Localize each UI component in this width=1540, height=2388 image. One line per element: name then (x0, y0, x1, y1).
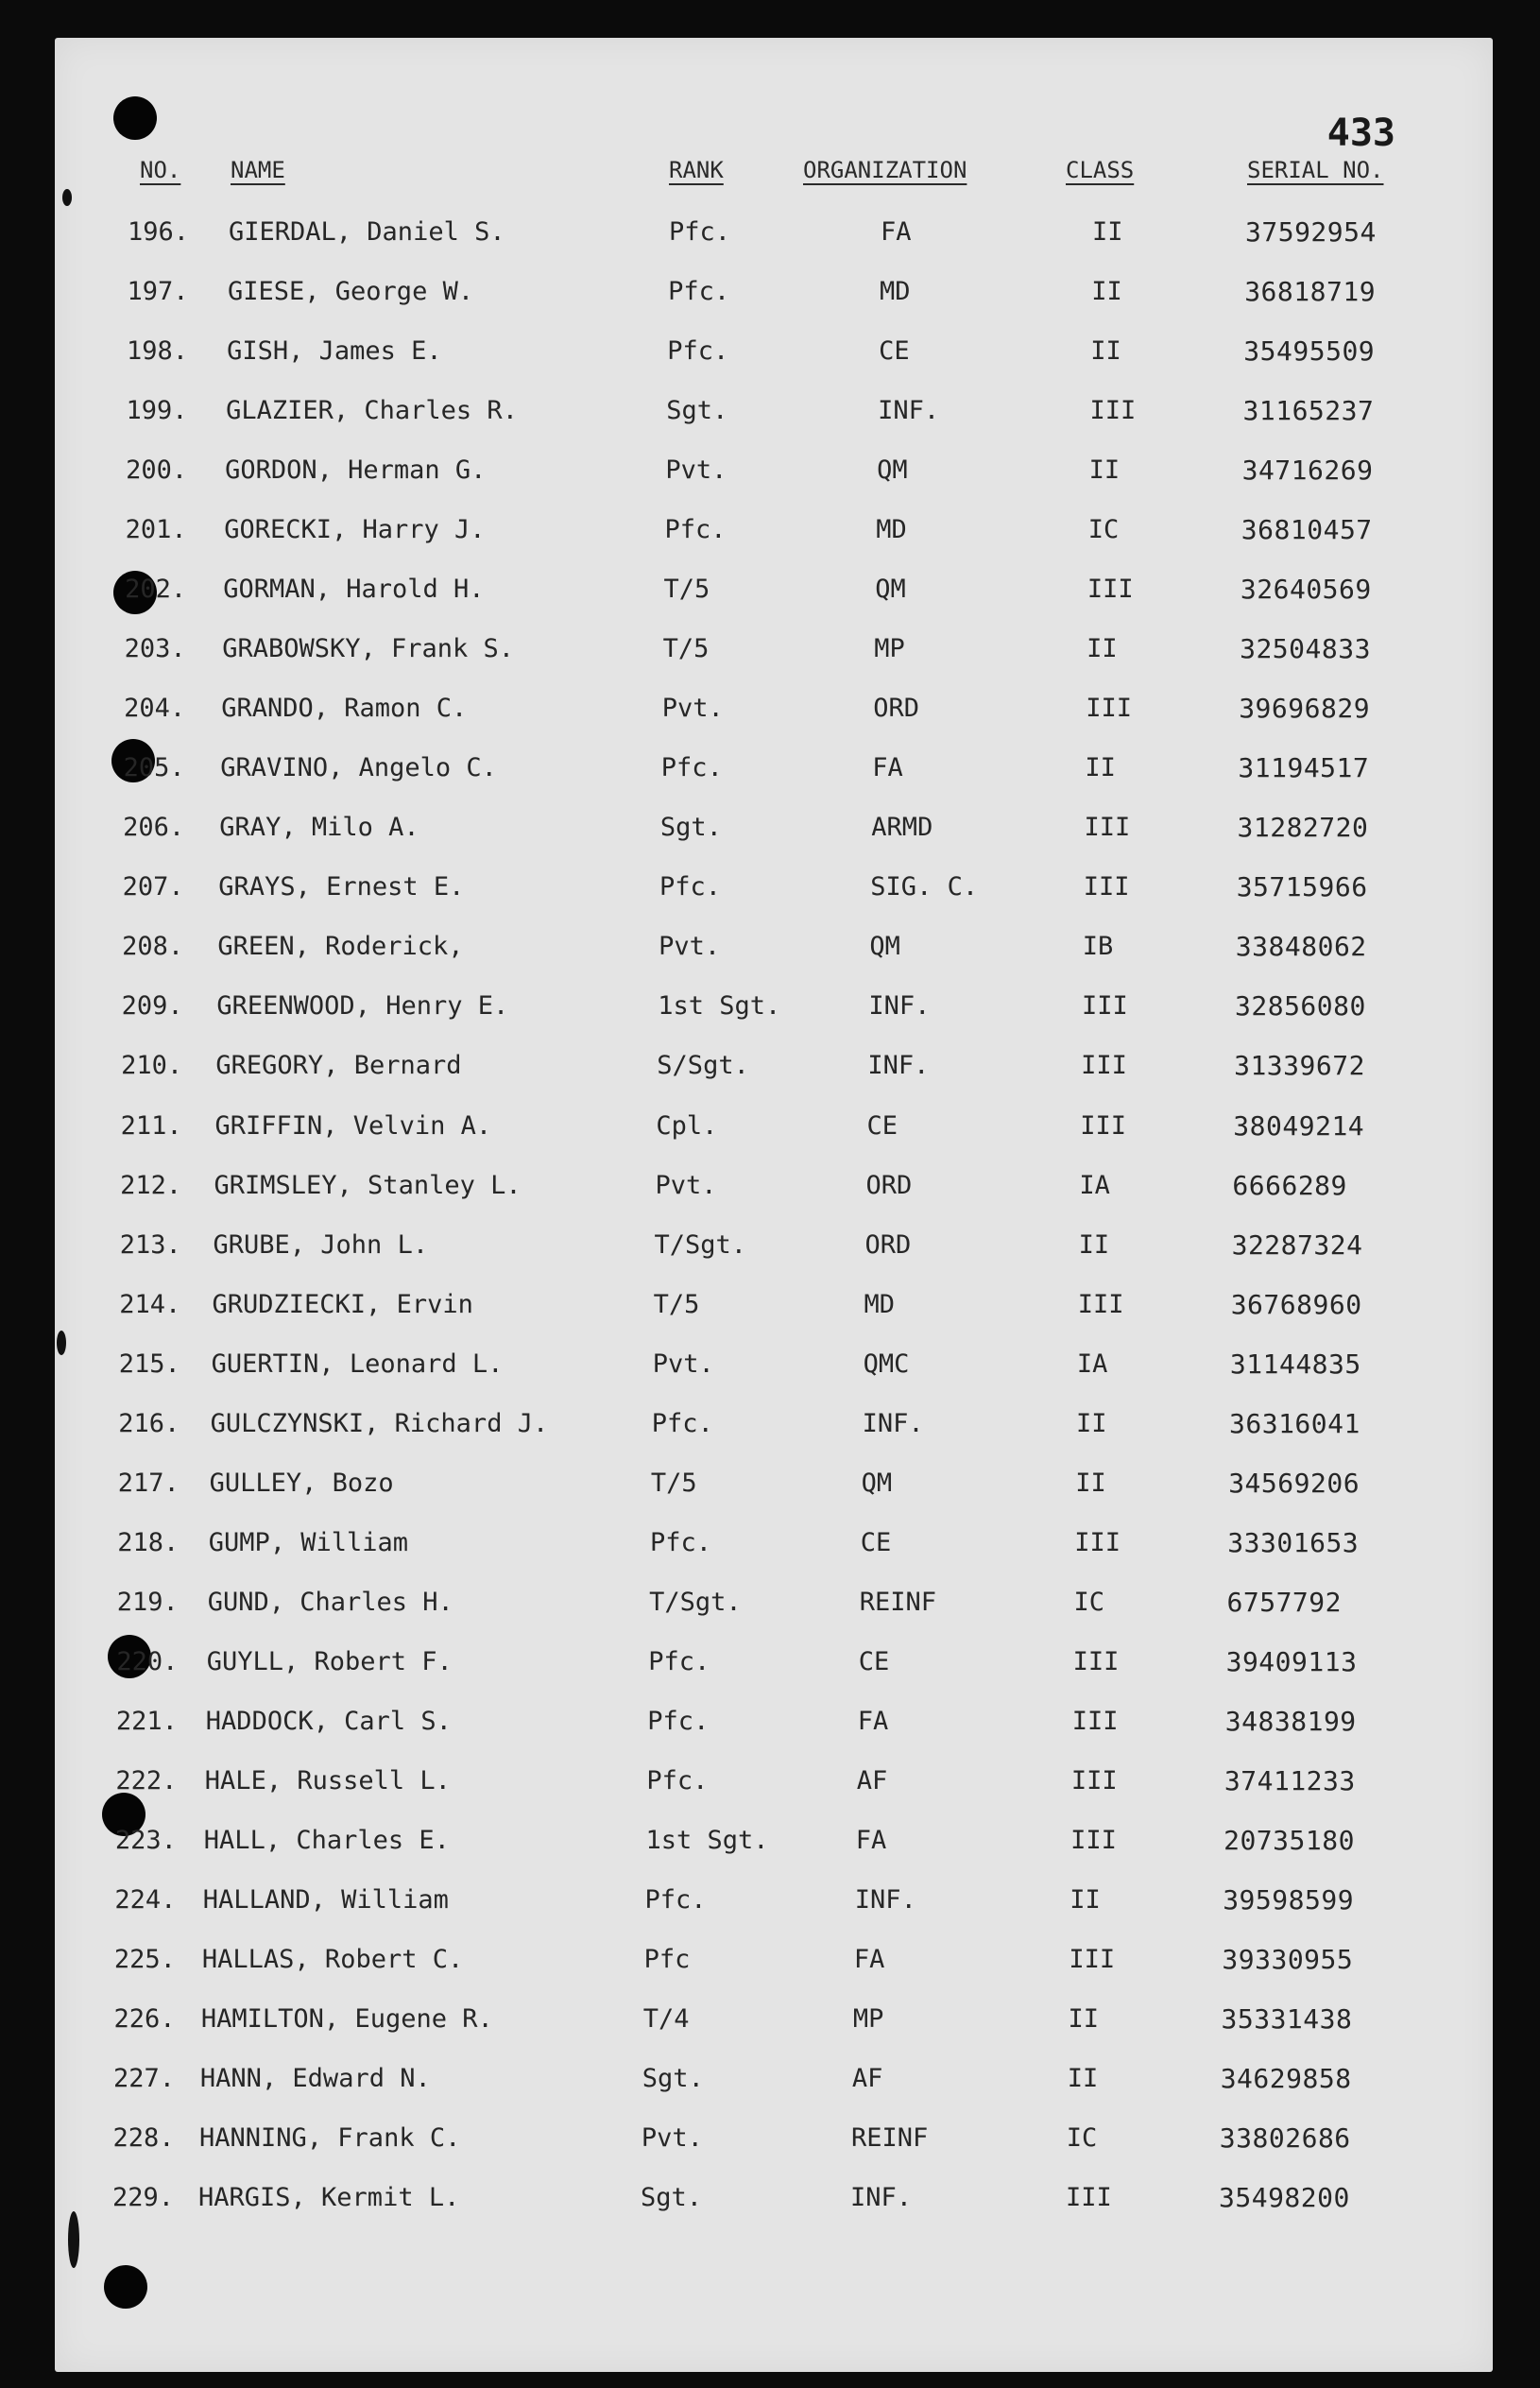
row-organization: INF. (850, 2183, 913, 2212)
row-name: HALL, Charles E. (203, 1825, 450, 1855)
table-row (0, 392, 1540, 430)
row-organization: INF. (878, 396, 940, 426)
row-class: IC (1066, 2123, 1098, 2153)
table-row (0, 1465, 1540, 1503)
table-row (0, 1703, 1540, 1741)
row-number: 222. (115, 1765, 178, 1795)
punch-hole (113, 96, 157, 140)
row-rank: Sgt. (666, 396, 728, 426)
row-class: III (1087, 575, 1134, 605)
row-serial: 36818719 (1244, 276, 1377, 307)
row-organization: REINF (859, 1587, 936, 1617)
row-name: HADDOCK, Carl S. (205, 1706, 452, 1736)
row-serial: 36768960 (1230, 1288, 1362, 1320)
row-serial: 39330955 (1222, 1943, 1354, 1975)
row-number: 229. (111, 2183, 174, 2212)
row-number: 204. (124, 694, 186, 724)
row-class: II (1090, 336, 1121, 367)
row-class: III (1070, 1825, 1117, 1855)
row-name: GRUDZIECKI, Ervin (212, 1289, 473, 1319)
row-rank: Pfc. (664, 515, 727, 545)
row-organization: CE (879, 336, 910, 367)
row-number: 202. (125, 575, 187, 605)
row-class: II (1087, 634, 1118, 664)
row-number: 209. (121, 991, 183, 1022)
row-class: III (1070, 1765, 1118, 1795)
row-organization: ORD (864, 1229, 912, 1260)
row-number: 208. (122, 932, 184, 962)
row-class: II (1092, 217, 1123, 247)
row-rank: T/Sgt. (654, 1229, 747, 1260)
table-row (0, 1941, 1540, 1979)
scan-speck (68, 2211, 79, 2268)
row-serial: 33848062 (1235, 931, 1367, 963)
row-organization: FA (881, 217, 912, 247)
row-class: III (1074, 1527, 1121, 1557)
table-row (0, 749, 1540, 787)
row-rank: T/5 (662, 634, 710, 664)
row-name: HALLAND, William (202, 1884, 449, 1915)
row-number: 199. (126, 396, 188, 426)
table-row (0, 1227, 1540, 1264)
row-class: II (1076, 1408, 1107, 1438)
table-row (0, 273, 1540, 311)
row-rank: T/4 (642, 2003, 690, 2034)
row-number: 216. (118, 1408, 180, 1438)
row-rank: Sgt. (659, 813, 722, 843)
row-number: 227. (112, 2063, 175, 2093)
row-organization: QM (861, 1468, 893, 1498)
row-name: GRANDO, Ramon C. (221, 694, 468, 724)
row-serial: 31144835 (1229, 1348, 1361, 1380)
row-class: II (1075, 1468, 1106, 1498)
row-name: GRAYS, Ernest E. (218, 872, 465, 902)
row-organization: QM (875, 575, 906, 605)
row-class: III (1082, 991, 1128, 1022)
row-class: III (1081, 1051, 1127, 1081)
row-rank: S/Sgt. (657, 1051, 749, 1081)
row-class: III (1072, 1646, 1120, 1676)
table-row (0, 1286, 1540, 1324)
row-name: GRIFFIN, Velvin A. (214, 1110, 492, 1141)
row-rank: Pfc (643, 1944, 691, 1974)
row-number: 207. (122, 872, 184, 902)
row-rank: T/5 (653, 1289, 700, 1319)
table-row (0, 511, 1540, 549)
row-number: 198. (126, 336, 188, 367)
header-serial: SERIAL NO. (1247, 157, 1384, 183)
row-number: 223. (114, 1825, 177, 1855)
scan-speck (62, 189, 72, 206)
row-serial: 31194517 (1238, 752, 1370, 784)
row-organization: ARMD (871, 813, 933, 843)
row-class: II (1088, 455, 1121, 486)
row-serial: 34569206 (1228, 1467, 1360, 1499)
row-class: IC (1073, 1587, 1105, 1617)
row-name: GISH, James E. (227, 336, 442, 367)
row-serial: 6666289 (1232, 1169, 1347, 1201)
row-serial: 38049214 (1233, 1109, 1365, 1142)
row-serial: 36810457 (1241, 514, 1373, 546)
row-rank: Pfc. (644, 1884, 707, 1915)
row-rank: Pfc. (667, 336, 729, 367)
row-number: 225. (113, 1944, 176, 1974)
row-class: II (1068, 2003, 1100, 2034)
row-rank: Cpl. (656, 1110, 718, 1141)
table-row (0, 928, 1540, 966)
row-organization: MD (864, 1289, 896, 1319)
table-row (0, 690, 1540, 728)
row-name: HANN, Edward N. (199, 2063, 431, 2093)
row-rank: 1st Sgt. (645, 1825, 769, 1855)
row-organization: MP (852, 2003, 884, 2034)
row-class: II (1067, 2063, 1099, 2093)
row-name: GIESE, George W. (228, 277, 474, 306)
table-row (0, 2001, 1540, 2038)
header-rank: RANK (669, 157, 724, 183)
table-row (0, 988, 1540, 1025)
row-number: 217. (117, 1468, 180, 1498)
table-row (0, 2060, 1540, 2098)
row-number: 220. (116, 1646, 179, 1676)
table-row (0, 1584, 1540, 1622)
row-serial: 34629858 (1220, 2062, 1352, 2094)
row-serial: 31339672 (1234, 1050, 1365, 1082)
row-serial: 39409113 (1225, 1645, 1358, 1677)
row-serial: 33802686 (1219, 2122, 1351, 2154)
row-organization: ORD (873, 694, 919, 724)
row-rank: Pfc. (650, 1527, 712, 1557)
row-rank: Pfc. (648, 1646, 710, 1676)
row-name: HALLAS, Robert C. (201, 1944, 464, 1974)
row-name: GLAZIER, Charles R. (226, 396, 518, 426)
header-organization: ORGANIZATION (803, 157, 967, 183)
row-organization: FA (857, 1706, 889, 1736)
row-rank: Sgt. (642, 2063, 704, 2093)
row-organization: CE (866, 1110, 898, 1141)
row-serial: 37411233 (1223, 1764, 1356, 1796)
table-row (0, 1047, 1540, 1085)
row-number: 196. (127, 217, 189, 247)
row-class: III (1089, 396, 1137, 426)
row-organization: CE (858, 1646, 890, 1676)
table-row (0, 452, 1540, 490)
table-row (0, 214, 1540, 251)
row-number: 218. (117, 1527, 180, 1557)
row-serial: 36316041 (1229, 1407, 1360, 1439)
row-serial: 31165237 (1242, 395, 1375, 427)
row-serial: 32287324 (1231, 1228, 1363, 1261)
table-row (0, 571, 1540, 609)
row-name: GUND, Charles H. (207, 1587, 453, 1617)
row-serial: 35331438 (1221, 2002, 1353, 2035)
table-row (0, 2120, 1540, 2157)
row-serial: 32856080 (1235, 990, 1366, 1022)
row-name: GORECKI, Harry J. (224, 515, 486, 545)
table-row (0, 1822, 1540, 1860)
row-number: 205. (123, 753, 185, 783)
row-name: HANNING, Frank C. (199, 2123, 461, 2153)
row-organization: REINF (851, 2123, 929, 2153)
row-name: GULCZYNSKI, Richard J. (210, 1408, 549, 1438)
row-class: III (1083, 872, 1130, 902)
table-row (0, 1643, 1540, 1681)
page-number: 433 (1326, 112, 1395, 155)
row-organization: QMC (863, 1349, 910, 1379)
row-serial: 34838199 (1224, 1705, 1357, 1737)
row-serial: 37592954 (1245, 216, 1377, 248)
row-rank: Pfc. (647, 1706, 710, 1736)
row-organization: ORD (865, 1170, 913, 1200)
row-rank: Pfc. (660, 753, 723, 783)
table-row (0, 868, 1540, 906)
row-number: 214. (119, 1289, 181, 1319)
row-name: GIERDAL, Daniel S. (229, 217, 505, 247)
row-class: II (1069, 1884, 1101, 1915)
row-class: III (1080, 1110, 1127, 1141)
row-name: GRAY, Milo A. (219, 813, 419, 843)
row-name: GRAVINO, Angelo C. (220, 753, 497, 783)
row-class: III (1077, 1289, 1124, 1319)
row-rank: T/Sgt. (649, 1587, 742, 1617)
row-name: GREEN, Roderick, (217, 932, 464, 962)
row-serial: 31282720 (1237, 812, 1369, 844)
row-class: IA (1079, 1170, 1110, 1200)
table-row (0, 630, 1540, 668)
row-organization: MD (876, 515, 907, 545)
row-number: 200. (126, 455, 188, 486)
row-rank: Pvt. (661, 694, 724, 724)
row-organization: FA (853, 1944, 885, 1974)
row-organization: FA (855, 1825, 887, 1855)
row-class: III (1086, 694, 1132, 724)
row-name: HAMILTON, Eugene R. (200, 2003, 493, 2034)
row-number: 224. (114, 1884, 177, 1915)
row-organization: FA (872, 753, 903, 783)
row-rank: T/5 (663, 575, 710, 605)
row-name: GUYLL, Robert F. (206, 1646, 453, 1676)
row-number: 215. (118, 1349, 180, 1379)
row-class: III (1071, 1706, 1119, 1736)
row-rank: Pfc. (646, 1765, 709, 1795)
row-number: 206. (123, 813, 185, 843)
row-class: III (1084, 813, 1131, 843)
row-class: III (1066, 2183, 1112, 2212)
row-rank: Pfc. (669, 217, 731, 247)
row-number: 221. (115, 1706, 178, 1736)
table-row (0, 1346, 1540, 1383)
row-organization: INF. (868, 991, 931, 1022)
row-serial: 35498200 (1219, 2182, 1350, 2213)
row-number: 197. (127, 277, 189, 306)
row-organization: CE (860, 1527, 892, 1557)
row-name: GRABOWSKY, Frank S. (222, 634, 515, 664)
row-number: 203. (124, 634, 186, 664)
row-number: 226. (113, 2003, 176, 2034)
row-rank: Sgt. (641, 2183, 703, 2212)
row-organization: INF. (854, 1884, 916, 1915)
row-organization: SIG. C. (870, 872, 979, 902)
table-row (0, 1524, 1540, 1562)
row-number: 213. (119, 1229, 181, 1260)
table-row (0, 1167, 1540, 1205)
row-organization: MD (880, 277, 911, 306)
row-organization: MP (874, 634, 905, 664)
row-name: HALE, Russell L. (204, 1765, 451, 1795)
row-organization: INF. (862, 1408, 924, 1438)
row-rank: Pfc. (651, 1408, 713, 1438)
row-number: 211. (120, 1110, 182, 1141)
row-rank: Pvt. (652, 1349, 714, 1379)
row-class: II (1085, 753, 1116, 783)
row-serial: 33301653 (1227, 1526, 1360, 1558)
row-serial: 20735180 (1223, 1824, 1355, 1856)
row-organization: INF. (867, 1051, 930, 1081)
row-organization: QM (877, 455, 908, 486)
row-serial: 35715966 (1236, 871, 1368, 903)
row-rank: Pfc. (659, 872, 722, 902)
row-name: GULLEY, Bozo (209, 1468, 394, 1498)
header-name: NAME (231, 157, 285, 183)
punch-hole (104, 2265, 147, 2309)
row-number: 212. (120, 1170, 182, 1200)
row-class: II (1091, 277, 1122, 306)
row-serial: 39598599 (1223, 1883, 1355, 1916)
row-class: IC (1087, 515, 1120, 545)
table-row (0, 1108, 1540, 1145)
row-name: GRUBE, John L. (213, 1229, 429, 1260)
row-organization: AF (856, 1765, 888, 1795)
row-serial: 6757792 (1226, 1586, 1343, 1618)
row-serial: 32504833 (1240, 633, 1371, 665)
row-serial: 39696829 (1239, 693, 1371, 725)
row-class: IA (1076, 1349, 1108, 1379)
row-rank: Pvt. (641, 2123, 703, 2153)
table-row (0, 1881, 1540, 1919)
table-row (0, 2179, 1540, 2217)
table-row (0, 1405, 1540, 1443)
table-row (0, 1762, 1540, 1800)
row-name: GUERTIN, Leonard L. (211, 1349, 504, 1379)
row-serial: 34716269 (1241, 455, 1374, 487)
header-class: CLASS (1066, 157, 1135, 183)
row-rank: T/5 (650, 1468, 697, 1498)
row-number: 228. (112, 2123, 175, 2153)
row-organization: AF (851, 2063, 883, 2093)
row-name: GORDON, Herman G. (225, 455, 487, 486)
row-rank: Pvt. (655, 1170, 717, 1200)
row-name: GORMAN, Harold H. (223, 575, 485, 605)
row-class: II (1078, 1229, 1110, 1260)
row-rank: Pvt. (665, 455, 727, 486)
row-number: 210. (121, 1051, 183, 1081)
row-serial: 35495509 (1243, 335, 1376, 368)
row-class: IB (1082, 932, 1114, 962)
row-rank: Pvt. (659, 932, 721, 962)
row-rank: Pfc. (668, 277, 730, 306)
row-organization: QM (869, 932, 900, 962)
row-number: 201. (125, 515, 187, 545)
row-name: GUMP, William (208, 1527, 409, 1557)
row-rank: 1st Sgt. (658, 991, 781, 1022)
row-class: III (1069, 1944, 1116, 1974)
row-name: GREENWOOD, Henry E. (216, 991, 509, 1022)
header-no: NO. (140, 157, 181, 183)
row-name: GREGORY, Bernard (215, 1051, 462, 1081)
row-serial: 32640569 (1240, 574, 1372, 606)
table-row (0, 333, 1540, 370)
row-name: HARGIS, Kermit L. (198, 2183, 460, 2212)
row-number: 219. (116, 1587, 179, 1617)
row-name: GRIMSLEY, Stanley L. (214, 1170, 522, 1200)
table-row (0, 809, 1540, 847)
